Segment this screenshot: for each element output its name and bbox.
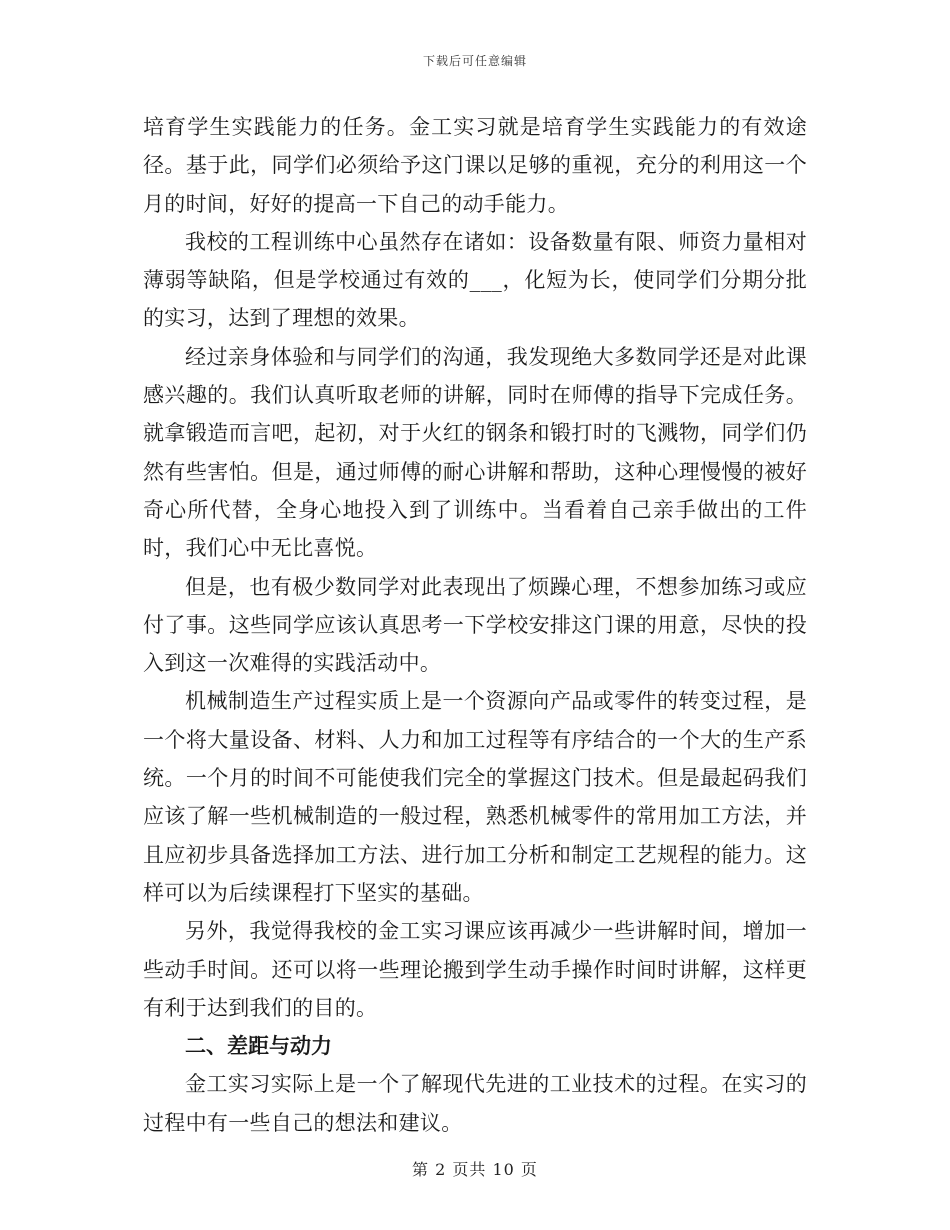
- paragraph: 金工实习实际上是一个了解现代先进的工业技术的过程。在实习的过程中有一些自己的想法和建议。: [143, 1072, 807, 1135]
- section-heading: 二、差距与动力: [185, 1034, 332, 1059]
- document-body: [143, 108, 807, 1142]
- page-footer: 第 2 页共 10 页: [412, 1160, 538, 1179]
- paragraph: 经过亲身体验和与同学们的沟通，我发现绝大多数同学还是对此课感兴趣的。我们认真听取老师的讲解，同时在师傅的指导下完成任务。就拿锻造而言吧，起初，对于火红的钢条和锻打时的飞溅物，同学们仍然有些害怕。但是，通过师傅的耐心讲解和帮助，这种心理慢慢的被好奇心所代替，全身心地投入到了训练中。当看着自己亲手做出的工件时，我们心中无比喜悦。: [143, 344, 807, 561]
- paragraph: 机械制造生产过程实质上是一个资源向产品或零件的转变过程，是一个将大量设备、材料、人力和加工过程等有序结合的一个大的生产系统。一个月的时间不可能使我们完全的掌握这门技术。但是最起码我们应该了解一些机械制造的一般过程，熟悉机械零件的常用加工方法，并且应初步具备选择加工方法、进行加工分析和制定工艺规程的能力。这样可以为后续课程打下坚实的基础。: [143, 689, 807, 905]
- paragraph: 另外，我觉得我校的金工实习课应该再减少一些讲解时间，增加一些动手时间。还可以将一些理论搬到学生动手操作时间时讲解，这样更有利于达到我们的目的。: [143, 919, 807, 1020]
- paragraph-continuation: 培育学生实践能力的任务。金工实习就是培育学生实践能力的有效途径。基于此，同学们必须给予这门课以足够的重视，充分的利用这一个月的时间，好好的提高一下自己的动手能力。: [143, 115, 807, 216]
- paragraph: 但是，也有极少数同学对此表现出了烦躁心理，不想参加练习或应付了事。这些同学应该认真思考一下学校安排这门课的用意，尽快的投入到这一次难得的实践活动中。: [143, 574, 807, 676]
- paragraph: 我校的工程训练中心虽然存在诸如：设备数量有限、师资力量相对薄弱等缺陷，但是学校通过有效的___，化短为长，使同学们分期分批的实习，达到了理想的效果。: [143, 229, 807, 331]
- page-header: 下载后可任意编辑: [422, 54, 527, 68]
